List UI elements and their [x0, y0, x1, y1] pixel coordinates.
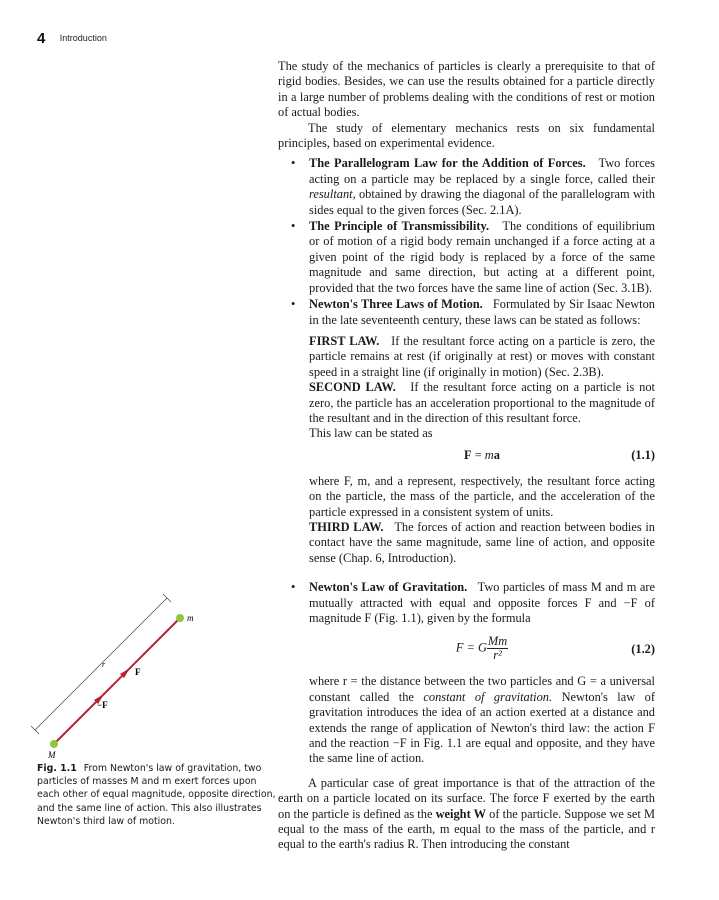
second-law-text: If the resultant force acting on a particle is not zero, the particle has an acceleration proportional to the magnitude of the resultant and in the direction of this resultant force.	[309, 380, 655, 425]
second-law-title: SECOND LAW.	[309, 380, 396, 395]
closing-start: A particular case of great importance is that of the attraction of the earth on a particle located on its surface. The force F exerted by the earth on the particle is defined as the	[278, 775, 655, 821]
particle-M	[50, 740, 58, 748]
gravitation-list	[278, 580, 655, 626]
eq-force: F	[464, 447, 472, 462]
gravitation-text: Two particles of mass M and m are mutually attracted with equal and opposite forces F and −F of magnitude F (Fig. 1.1), given by the formula	[309, 580, 655, 625]
closing-paragraph	[278, 776, 655, 853]
laws-continued	[309, 474, 655, 566]
equation-1-1	[309, 448, 655, 468]
where-end: Newton's law of gravitation introduces the idea of an action exerted at a distance and extends the range of application of Newton's third law: the action F and the reaction −F in Fig. 1.1 are equal and opposite, and they have the same line of action.	[309, 689, 655, 766]
label-m: m	[187, 613, 194, 623]
caption-text: From Newton's law of gravitation, two particles of masses M and m exert forces upon each other of equal magnitude, opposite direction, and the same line of action. This also illustrates Newton's third law of motion.	[37, 763, 276, 827]
closing-end: of the particle. Suppose we set M equal to the mass of the earth, m equal to the mass of the particle, and r equal to the earth's radius R. Then introducing the constant	[278, 806, 655, 852]
principle-text: The conditions of equilibrium or of motion of a rigid body remain unchanged if a force acting at a given point of the rigid body is replaced by a force of the same magnitude and same direction, but acting at a different point, provided that the two forces have the same line of action (Sec. 3.1B).	[309, 219, 655, 295]
list-item	[278, 219, 655, 296]
eq-numerator: Mm	[487, 634, 508, 649]
principle-emphasis: resultant,	[309, 187, 356, 202]
eq-denominator: r²	[493, 648, 502, 663]
main-text-column	[278, 59, 655, 853]
eq-mass: m	[484, 447, 494, 462]
equation-expression	[309, 448, 655, 463]
where-text: where F, m, and a represent, respectively, the resultant force acting on the particle, the mass of the particle, and the acceleration of the particle expressed in a consistent system of units.	[309, 473, 655, 519]
gravitation-title: Newton's Law of Gravitation.	[309, 580, 468, 595]
bullet-icon: •	[291, 580, 296, 595]
eq-equals: =	[471, 447, 485, 462]
principles-list	[278, 156, 655, 327]
page-header	[37, 30, 107, 48]
dimension-line	[35, 598, 167, 730]
equation-1-2	[309, 632, 655, 668]
third-law-title: THIRD LAW.	[309, 519, 384, 534]
label-M: M	[48, 750, 56, 760]
first-law-title: FIRST LAW.	[309, 333, 380, 348]
bullet-icon: •	[291, 297, 296, 312]
where-emphasis: constant of gravitation.	[423, 689, 553, 704]
force-line	[54, 618, 180, 744]
list-item	[278, 297, 655, 328]
bullet-icon: •	[291, 219, 296, 234]
intro-paragraph-2: The study of elementary mechanics rests on six fundamental principles, based on experimental evidence.	[278, 120, 655, 151]
closing-bold: weight W	[435, 806, 487, 821]
principle-text-end: obtained by drawing the diagonal of the parallelogram with sides equal to the given forces (Sec. 2.1A).	[309, 187, 655, 217]
newton-laws-block	[309, 334, 655, 442]
principle-text: Formulated by Sir Isaac Newton in the late seventeenth century, these laws can be stated as follows:	[309, 297, 655, 327]
second-law	[309, 380, 655, 426]
equation-number: (1.2)	[631, 642, 655, 657]
first-law	[309, 334, 655, 380]
gravitation-where	[309, 674, 655, 766]
list-item	[278, 156, 655, 218]
gravitation-figure	[30, 590, 220, 765]
list-item	[278, 580, 655, 626]
eq-acceleration: a	[493, 447, 500, 462]
third-law	[309, 520, 655, 566]
label-r: r	[102, 660, 106, 669]
principle-title: The Parallelogram Law for the Addition of Forces.	[309, 156, 586, 171]
equation-expression	[309, 635, 655, 662]
third-law-text: The forces of action and reaction between bodies in contact have the same magnitude, same line of action, and opposite sense (Chap. 6, Introduction).	[309, 519, 655, 565]
principle-title: The Principle of Transmissibility.	[309, 219, 490, 234]
label-negF: −F	[97, 700, 108, 710]
first-law-text: If the resultant force acting on a particle is zero, the particle remains at rest (if originally at rest) or moves with constant speed in a straight line (if originally in motion) (Sec. 2.3B).	[309, 333, 655, 379]
particle-m	[176, 614, 184, 622]
where-start: where r = the distance between the two particles and G = a universal constant called the	[309, 674, 655, 704]
eq-lhs: F = G	[455, 640, 487, 655]
page-number: 4	[37, 30, 46, 47]
bullet-icon: •	[291, 156, 296, 171]
figure-caption	[37, 762, 280, 828]
chapter-title: Introduction	[59, 33, 107, 43]
label-F: F	[135, 667, 141, 677]
intro-paragraph-1: The study of the mechanics of particles is clearly a prerequisite to that of rigid bodies. Besides, we can use the results obtained for a particle directly in a large number of problems dealing with the conditions of rest or motion of actual bodies.	[278, 59, 655, 120]
equation-number: (1.1)	[631, 447, 655, 462]
principle-title: Newton's Three Laws of Motion.	[309, 297, 483, 312]
eq-fraction	[487, 635, 508, 662]
caption-label: Fig. 1.1	[37, 763, 77, 774]
law-stated-text: This law can be stated as	[309, 426, 433, 441]
principle-text: Two forces acting on a particle may be replaced by a single force, called their	[309, 156, 655, 186]
